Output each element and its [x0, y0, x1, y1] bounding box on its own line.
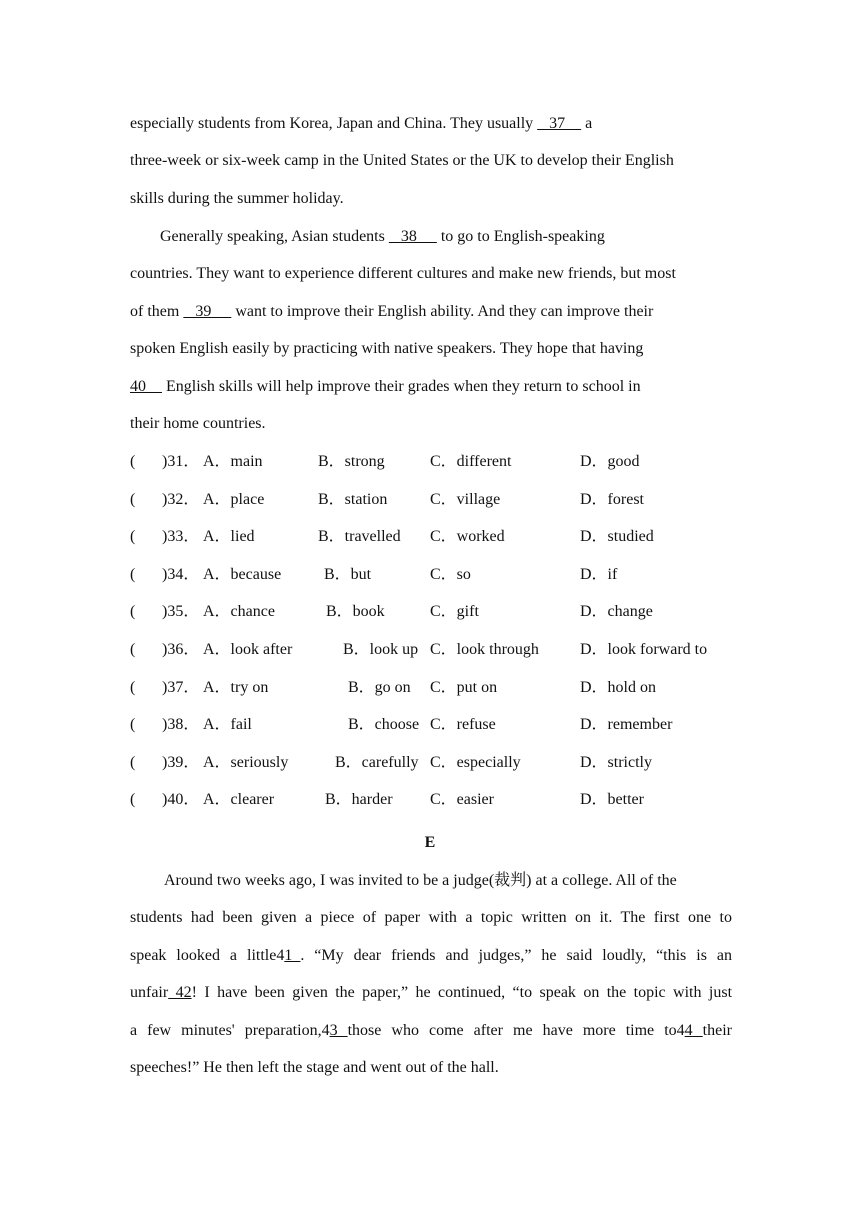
question-number: )35．	[162, 603, 200, 621]
option-a: A．try on	[203, 678, 269, 696]
option-c: C．different	[430, 453, 512, 470]
blank-42: 42	[168, 984, 192, 1001]
option-d: D．better	[580, 791, 644, 809]
option-a: A．clearer	[203, 791, 275, 809]
question-number: )33．	[162, 528, 200, 546]
passage-line: of them 39 want to improve their English ability. And they can improve their	[130, 303, 654, 320]
blank-38: 38	[388, 228, 437, 245]
option-a: A．lied	[203, 528, 255, 546]
question-row	[130, 753, 730, 773]
answer-paren: (	[130, 528, 136, 546]
section-heading: E	[424, 834, 436, 851]
option-c: C．village	[430, 490, 501, 508]
answer-paren: (	[130, 641, 136, 658]
option-d: D．strictly	[580, 753, 652, 771]
question-row	[130, 527, 730, 547]
option-b: B．go on	[348, 678, 411, 696]
option-b: B．look up	[343, 641, 419, 658]
option-c: C．put on	[430, 678, 498, 696]
passage-line: skills during the summer holiday.	[130, 190, 344, 207]
passage-line: 40 English skills will help improve their grades when they return to school in	[130, 378, 641, 395]
option-b: B．strong	[318, 453, 385, 470]
blank-40: 40	[130, 378, 162, 395]
question-row	[130, 452, 730, 472]
option-b: B．harder	[325, 791, 393, 809]
question-number: )38．	[162, 716, 200, 734]
blank-39: 39	[183, 303, 232, 320]
option-c: C．look through	[430, 641, 539, 658]
option-a: A．chance	[203, 603, 275, 621]
option-c: C．refuse	[430, 716, 496, 734]
answer-paren: (	[130, 716, 136, 734]
option-b: B．travelled	[318, 528, 401, 546]
blank-41: 1_	[284, 947, 301, 964]
option-a: A．fail	[203, 716, 252, 734]
answer-paren: (	[130, 453, 136, 470]
passage-line: Around two weeks ago, I was invited to be a judge(裁判) at a college. All of the	[164, 872, 677, 889]
option-b: B．choose	[348, 716, 420, 734]
question-row	[130, 602, 730, 622]
option-a: A．seriously	[203, 753, 289, 771]
option-b: B．station	[318, 490, 388, 508]
passage-line: students had been given a piece of paper with a topic written on it. The first one to	[130, 909, 732, 926]
passage-line: a few minutes' preparation,43 those who come after me have more time to44 their	[130, 1022, 732, 1039]
passage-line: three-week or six-week camp in the United States or the UK to develop their English	[130, 152, 674, 169]
passage-line: unfair 42! I have been given the paper,” he continued, “to speak on the topic with just	[130, 984, 733, 1001]
option-b: B．but	[324, 565, 372, 583]
passage-line: Generally speaking, Asian students 38 to go to English-speaking	[160, 228, 605, 245]
option-a: A．place	[203, 490, 265, 508]
passage-line: spoken English easily by practicing with native speakers. They hope that having	[130, 340, 644, 357]
blank-37: 37	[537, 115, 582, 132]
answer-paren: (	[130, 565, 136, 583]
option-d: D．forest	[580, 490, 644, 508]
answer-paren: (	[130, 603, 136, 621]
blank-44: 4	[684, 1022, 703, 1039]
option-b: B．carefully	[335, 753, 419, 771]
option-d: D．look forward to	[580, 641, 708, 658]
question-number: )32．	[162, 490, 200, 508]
question-row	[130, 790, 730, 810]
passage-line: speak looked a little41_. “My dear friends and judges,” he said loudly, “this is an	[130, 947, 733, 964]
passage-line: their home countries.	[130, 415, 266, 432]
passage-line: especially students from Korea, Japan and China. They usually 37 a	[130, 115, 593, 132]
option-c: C．easier	[430, 791, 494, 809]
question-number: )37．	[162, 678, 200, 696]
option-d: D．if	[580, 565, 618, 583]
option-d: D．change	[580, 603, 653, 621]
option-d: D．hold on	[580, 678, 657, 696]
option-a: A．main	[203, 453, 263, 470]
passage-line: speeches!” He then left the stage and went out of the hall.	[130, 1059, 499, 1076]
question-number: )40．	[162, 791, 200, 809]
option-b: B．book	[326, 603, 385, 621]
option-c: C．worked	[430, 528, 505, 546]
option-d: D．remember	[580, 716, 673, 734]
answer-paren: (	[130, 791, 136, 809]
question-number: )34．	[162, 565, 200, 583]
question-row	[130, 490, 730, 510]
question-row	[130, 678, 730, 698]
answer-paren: (	[130, 678, 136, 696]
question-row	[130, 640, 730, 660]
question-number: )36．	[162, 641, 200, 658]
option-d: D．good	[580, 453, 640, 470]
option-c: C．so	[430, 565, 471, 583]
option-a: A．because	[203, 565, 282, 583]
option-c: C．especially	[430, 753, 521, 771]
question-row	[130, 715, 730, 735]
question-number: )31．	[162, 453, 200, 470]
option-a: A．look after	[203, 641, 293, 658]
passage-line: countries. They want to experience different cultures and make new friends, but most	[130, 265, 676, 282]
answer-paren: (	[130, 490, 136, 508]
blank-43: 3	[329, 1022, 348, 1039]
question-row	[130, 565, 730, 585]
answer-paren: (	[130, 753, 136, 771]
option-c: C．gift	[430, 603, 479, 621]
question-number: )39．	[162, 753, 200, 771]
option-d: D．studied	[580, 528, 654, 546]
